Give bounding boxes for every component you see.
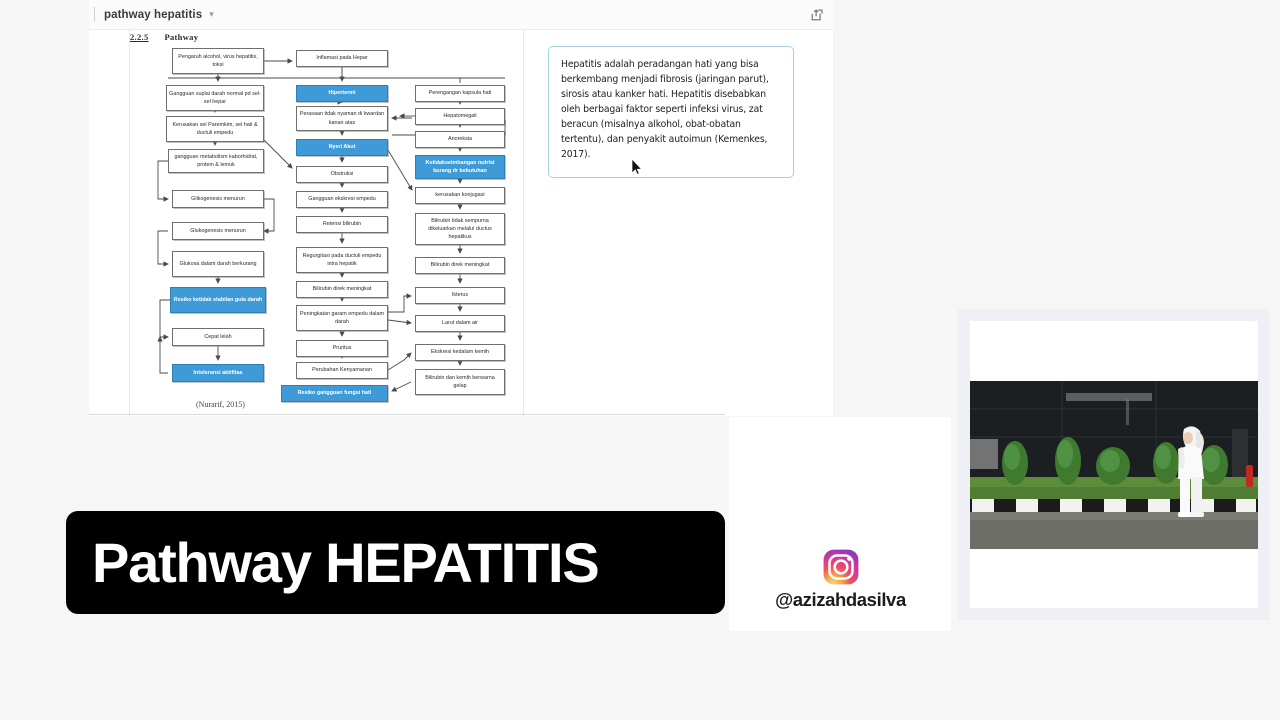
flowchart-node-label: Perengangan kapsula hati: [428, 90, 492, 97]
flowchart-node: [296, 216, 388, 233]
flowchart-node: [296, 106, 388, 131]
note-callout-box[interactable]: [548, 46, 794, 178]
flowchart-node-label: kerusakan konjugasi: [435, 192, 485, 199]
flowchart-node: [296, 281, 388, 298]
flowchart-node: [415, 213, 505, 245]
flowchart-node-label: Larut dalam air: [442, 320, 478, 327]
flowchart-node-label: Bilirubin tidak sempurna dikeluarkan melalui ductus hepatikus: [428, 217, 492, 241]
document-citation: (Nurarif, 2015): [196, 400, 245, 409]
flowchart-node-label: Perubahan Kenyamanan: [312, 367, 372, 374]
flowchart-node: [172, 190, 264, 208]
flowchart-node-label: Hepatomegali: [443, 113, 477, 120]
flowchart-node-label: Resiko gangguan fungsi hati: [297, 390, 372, 397]
flowchart-node: [172, 328, 264, 346]
flowchart-node: [415, 187, 505, 204]
flowchart-node-label: Anoreksia: [448, 136, 472, 143]
flowchart-node-label: gangguan metabolism kaborhidrat, protein & lemuk: [174, 153, 258, 168]
flowchart-node-label: Pengaruh alcohol, virus hepatitis, toksi: [178, 53, 258, 68]
flowchart-node: [296, 340, 388, 357]
flowchart-node-label: Inflamasi pada Hepar: [316, 55, 368, 62]
mouse-pointer-icon: [631, 159, 643, 174]
flowchart-node-label: Bilirubin dan kemih berwarna gelap: [425, 374, 495, 389]
flowchart-node-label: Bilirubin direk meningkat: [312, 286, 372, 293]
photo-frame: [970, 321, 1258, 608]
flowchart-node: [415, 155, 505, 179]
flowchart-node-label: Pruritus: [332, 345, 352, 352]
flowchart-node-label: Regurgitasi pada ductuli empedu intra hepatik: [302, 252, 382, 267]
flowchart-node: [168, 149, 264, 173]
section-title: Pathway: [164, 32, 199, 42]
flowchart-node-label: Gangguan ekskresi empedu: [308, 196, 376, 203]
flowchart-node: [415, 257, 505, 274]
flowchart-node: [170, 287, 266, 313]
note-text: Hepatitis adalah peradangan hati yang bisa berkembang menjadi fibrosis (jaringan parut), sirosis atau kanker hati. Hepatitis disebabkan oleh berbagai faktor seperti infeksi virus, zat beracun (misalnya alkohol, obat-obatan tertentu), dan penyakit autoimun (Kemenkes, 2017).: [561, 59, 769, 161]
flowchart-node-label: Peningkatan garam empedu dalam darah: [300, 310, 384, 325]
flowchart-node: [296, 305, 388, 331]
flowchart-node-label: Kerusakan sel Paremkim, sel hati & ductuli empedu: [172, 121, 258, 136]
flowchart-node: [296, 50, 388, 67]
instagram-icon: [822, 548, 860, 586]
photo-card: [958, 309, 1270, 620]
flowchart-node: [415, 131, 505, 148]
flowchart-node: [166, 85, 264, 111]
flowchart-node: [296, 247, 388, 273]
flowchart-node: [415, 85, 505, 102]
flowchart-node: [172, 251, 264, 277]
flowchart-node-label: Ikterus: [451, 292, 469, 299]
document-tab-title[interactable]: pathway hepatitis: [104, 8, 203, 21]
flowchart-node: [281, 385, 388, 402]
flowchart-node: [296, 191, 388, 208]
flowchart-node-label: Ketidakseimbangan nutrisi kurang dr kebutuhan: [425, 159, 495, 174]
page-title: Pathway HEPATITIS: [92, 531, 599, 594]
flowchart-node-label: Ekskresi kedalam kemih: [430, 349, 490, 356]
flowchart-node: [172, 222, 264, 240]
flowchart-node-label: Retensi bilirubin: [322, 221, 362, 228]
flowchart-node: [296, 139, 388, 156]
flowchart-node-label: Resiko ketidak stabilan gula darah: [173, 296, 263, 303]
flowchart-node: [296, 166, 388, 183]
flowchart-node-label: Nyeri Akut: [328, 144, 356, 151]
flowchart-node-label: Glikogenesis menurun: [191, 195, 245, 202]
flowchart-node: [296, 362, 388, 379]
flowchart-node-label: Obstruksi: [330, 171, 354, 178]
flowchart-node-label: Intoleransi aktifitas: [193, 369, 243, 376]
flowchart-node: [415, 108, 505, 125]
flowchart-node: [415, 287, 505, 304]
flowchart-node: [296, 85, 388, 102]
flowchart-node-label: Perasaan tidak nyaman di kwardan kanan atas: [299, 111, 385, 126]
flowchart-node-label: Cepat lelah: [204, 333, 232, 340]
section-number: 2.2.5: [130, 32, 149, 42]
flowchart-node: [166, 116, 264, 142]
flowchart-node-label: Glukosa dalam darah berkurang: [179, 260, 257, 267]
flowchart-node: [415, 315, 505, 332]
flowchart-node: [172, 48, 264, 74]
title-banner: [66, 511, 725, 614]
chevron-down-icon[interactable]: ▾: [209, 9, 214, 19]
flowchart-node-label: Gangguan suplai darah normal pd sel-sel hepar: [169, 90, 261, 105]
flowchart-node: [415, 369, 505, 395]
flowchart-node: [172, 364, 264, 382]
flowchart-node-label: Glukogenesis menurun: [190, 227, 246, 234]
instagram-handle[interactable]: @azizahdasilva: [775, 589, 906, 610]
flowchart-node: [415, 344, 505, 361]
instagram-credit[interactable]: [748, 548, 933, 611]
flowchart-node-label: Hipertermi: [328, 90, 356, 97]
flowchart-node-label: Bilirubin direk meningkat: [430, 262, 490, 269]
nurse-standing-outdoors-photo: [970, 381, 1258, 549]
